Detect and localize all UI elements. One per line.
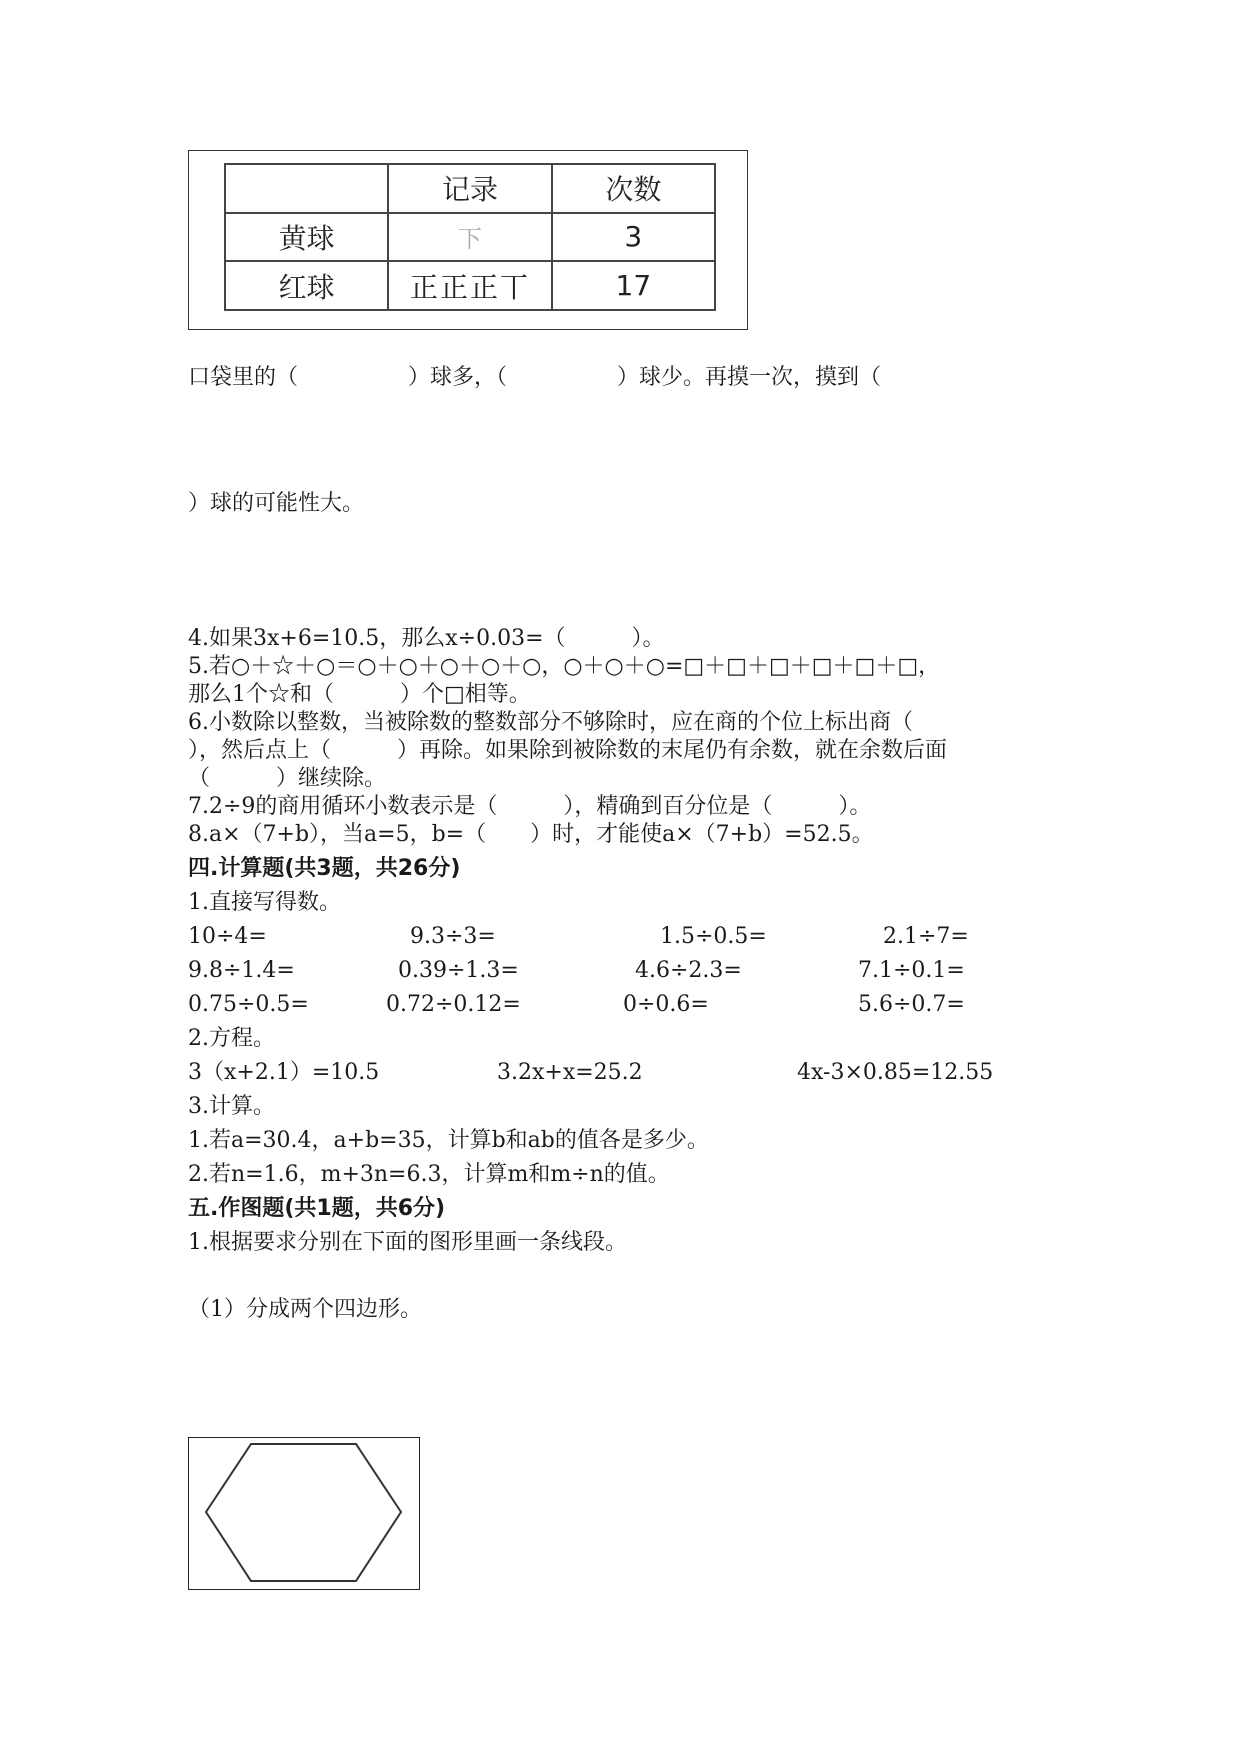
tally-table-figure (188, 150, 748, 330)
tally-record: 下 (388, 213, 551, 262)
direct-calc-item: 0.72÷0.12= (386, 992, 521, 1017)
q3-line2: ）球的可能性大。 (188, 491, 365, 516)
s4-q1-title: 1.直接写得数。 (188, 890, 341, 915)
hexagon-drawing (189, 1438, 419, 1589)
s4-q3-title: 3.计算。 (188, 1094, 275, 1119)
table-header-row (225, 164, 715, 213)
question-8: 8.a×（7+b），当a=5，b=（ ）时，才能使a×（7+b）=52.5。 (188, 822, 874, 847)
s4-q2-title: 2.方程。 (188, 1026, 275, 1051)
question-6-line3: （ ）继续除。 (188, 766, 387, 791)
section-4-title: 四.计算题(共3题，共26分) (188, 856, 461, 881)
calc-item: 1.若a=30.4，a+b=35，计算b和ab的值各是多少。 (188, 1128, 709, 1153)
question-6-line1: 6.小数除以整数，当被除数的整数部分不够除时，应在商的个位上标出商（ (188, 710, 913, 735)
question-6-line2: ），然后点上（ ）再除。如果除到被除数的末尾仍有余数，就在余数后面 (188, 738, 948, 763)
row-label: 红球 (225, 261, 388, 310)
direct-calc-item: 7.1÷0.1= (858, 958, 965, 983)
question-5-line2: 那么1个☆和（ ）个□相等。 (188, 682, 531, 707)
direct-calc-item: 9.3÷3= (410, 924, 496, 949)
row-label: 黄球 (225, 213, 388, 262)
direct-calc-item: 0.39÷1.3= (398, 958, 519, 983)
direct-calc-item: 0.75÷0.5= (188, 992, 309, 1017)
calc-item: 2.若n=1.6，m+3n=6.3，计算m和m÷n的值。 (188, 1162, 670, 1187)
table-header-cell (225, 164, 388, 213)
section-5-title: 五.作图题(共1题，共6分) (188, 1196, 446, 1221)
question-5-line1: 5.若○＋☆＋○＝○＋○＋○＋○＋○，○＋○＋○=□＋□＋□＋□＋□＋□， (188, 654, 941, 679)
hexagon-figure (188, 1437, 420, 1590)
equation-item: 3.2x+x=25.2 (497, 1060, 643, 1085)
direct-calc-item: 0÷0.6= (623, 992, 709, 1017)
tally-record: 正正正丅 (388, 261, 551, 310)
s5-q1-title: 1.根据要求分别在下面的图形里画一条线段。 (188, 1230, 627, 1255)
direct-calc-item: 2.1÷7= (883, 924, 969, 949)
equation-item: 4x-3×0.85=12.55 (797, 1060, 994, 1085)
question-7: 7.2÷9的商用循环小数表示是（ ），精确到百分位是（ ）。 (188, 794, 872, 819)
equation-item: 3（x+2.1）=10.5 (188, 1060, 380, 1085)
direct-calc-item: 9.8÷1.4= (188, 958, 295, 983)
tally-table (224, 163, 716, 311)
direct-calc-item: 5.6÷0.7= (858, 992, 965, 1017)
tally-count: 3 (552, 213, 715, 262)
question-4: 4.如果3x+6=10.5，那么x÷0.03=（ ）。 (188, 626, 665, 651)
s5-sub1: （1）分成两个四边形。 (188, 1297, 422, 1322)
hexagon-shape (206, 1444, 401, 1581)
direct-calc-item: 10÷4= (188, 924, 267, 949)
table-header-cell: 次数 (552, 164, 715, 213)
table-row (225, 213, 715, 262)
tally-count: 17 (552, 261, 715, 310)
table-header-cell: 记录 (388, 164, 551, 213)
direct-calc-item: 4.6÷2.3= (635, 958, 742, 983)
table-row (225, 261, 715, 310)
q3-line1: 口袋里的（ ）球多，（ ）球少。再摸一次，摸到（ (188, 365, 882, 390)
direct-calc-item: 1.5÷0.5= (660, 924, 767, 949)
